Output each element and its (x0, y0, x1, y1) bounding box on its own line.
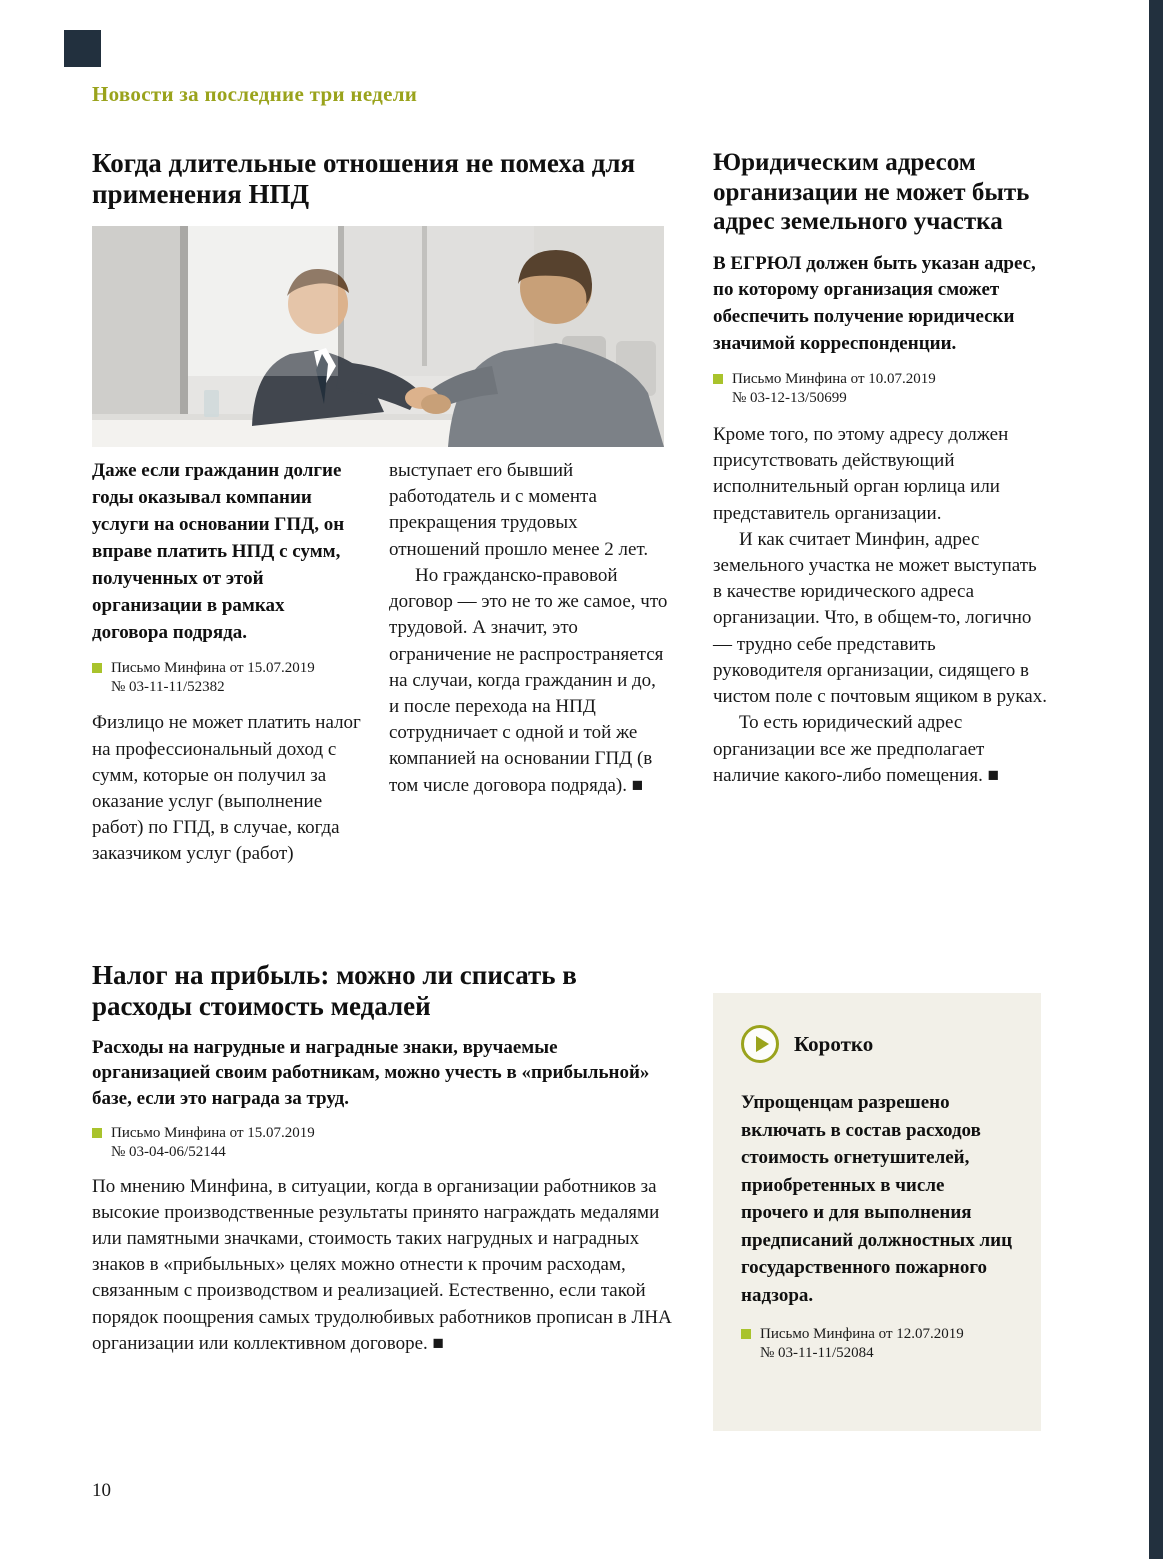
source-text (111, 659, 315, 697)
source-reference (741, 1325, 1013, 1363)
article-npd-title: Когда длительные отношения не помеха для применения НПД (92, 148, 636, 210)
article-npd-column-2 (389, 458, 669, 799)
article-photo (92, 226, 664, 447)
section-header: Новости за последние три недели (92, 82, 418, 106)
korotko-body: Упрощенцам разрешено включать в состав расходов стоимость огнетушителей, приобретенных в числе прочего и для выполнения предписаний должностных лиц государственного пожарного надзора. (741, 1092, 1013, 1306)
paragraph: выступает его бывший работодатель и с момента прекращения трудовых отношений прошло менее 2 лет. (389, 460, 649, 560)
source-bullet-icon (713, 374, 723, 384)
article-medals-body (92, 1174, 680, 1358)
article-npd-lead: Даже если гражданин долгие годы оказывал компании услуги на основании ГПД, он вправе платить НПД с сумм, полученных от этой организации в рамках договора подряда. (92, 460, 345, 643)
play-icon (741, 1025, 779, 1063)
source-line-2: № 03-12-13/50699 (732, 390, 847, 407)
source-bullet-icon (741, 1329, 751, 1339)
source-line-2: № 03-11-11/52382 (111, 678, 225, 695)
handshake-photo-illustration (92, 226, 664, 447)
korotko-title: Коротко (794, 1031, 874, 1056)
article-medals (92, 960, 680, 1357)
page-number: 10 (92, 1480, 111, 1501)
korotko-box (713, 993, 1041, 1431)
paragraph: Физлицо не может платить налог на профессиональный доход с сумм, которые он получил за оказание услуг (выполнение работ) по ГПД, в случае, когда заказчиком услуг (работ) (92, 712, 361, 865)
paragraph: Кроме того, по этому адресу должен присутствовать действующий исполнительный орган юрлица или представитель организации. (713, 423, 1009, 524)
paragraph: По мнению Минфина, в ситуации, когда в организации работников за высокие производственные результаты принято награждать медалями или памятными значками, стоимость таких нагрудных и наградных знаков в «прибыльных» целях можно отнести к прочим расходам, связанным с производством и реализацией. Естественно, если такой порядок поощрения самых трудолюбивых работников прописан в ЛНА организации или коллективном договоре. ■ (92, 1175, 672, 1354)
article-address-body (713, 422, 1049, 789)
corner-mark (64, 30, 101, 67)
paragraph: Но гражданско-правовой договор — это не то же самое, что трудовой. А значит, это ограничение не распространяется на случаи, когда гражданин и до, и после перехода на НПД сотрудничает с одной и той же компанией на основании ГПД (в том числе договора подряда). ■ (389, 564, 668, 796)
source-line-1: Письмо Минфина от 15.07.2019 (111, 1125, 315, 1142)
paragraph: То есть юридический адрес организации все же предполагает наличие какого-либо помещения. ■ (713, 712, 1000, 786)
article-npd-body-col1 (92, 710, 364, 867)
article-address-lead: В ЕГРЮЛ должен быть указан адрес, по которому организация сможет обеспечить получение юридически значимой корреспонденции. (713, 252, 1036, 355)
source-bullet-icon (92, 1128, 102, 1138)
source-line-1: Письмо Минфина от 15.07.2019 (111, 659, 315, 676)
article-npd-column-1 (92, 458, 364, 868)
korotko-header (741, 1025, 1013, 1063)
source-reference (713, 370, 1049, 408)
source-line-1: Письмо Минфина от 10.07.2019 (732, 371, 936, 388)
article-address (713, 148, 1049, 789)
source-text (732, 370, 936, 408)
source-text (111, 1124, 315, 1162)
source-line-2: № 03-04-06/52144 (111, 1143, 226, 1160)
page-edge-band (1149, 0, 1163, 1559)
article-medals-title: Налог на прибыль: можно ли списать в расходы стоимость медалей (92, 960, 577, 1022)
source-reference (92, 1124, 680, 1162)
source-text (760, 1325, 964, 1363)
source-reference (92, 659, 364, 697)
article-medals-lead: Расходы на нагрудные и наградные знаки, вручаемые организацией своим работникам, можно учесть в «прибыльной» базе, если это награда за труд. (92, 1036, 650, 1110)
source-line-2: № 03-11-11/52084 (760, 1345, 874, 1362)
article-address-title: Юридическим адресом организации не может быть адрес земельного участка (713, 149, 1030, 235)
paragraph: И как считает Минфин, адрес земельного участка не может выступать в качестве юридического адреса организации. Что, в общем-то, логично — трудно себе представить руководителя организации, сидящего в чистом поле с почтовым ящиком в руках. (713, 528, 1047, 708)
source-line-1: Письмо Минфина от 12.07.2019 (760, 1326, 964, 1343)
source-bullet-icon (92, 663, 102, 673)
